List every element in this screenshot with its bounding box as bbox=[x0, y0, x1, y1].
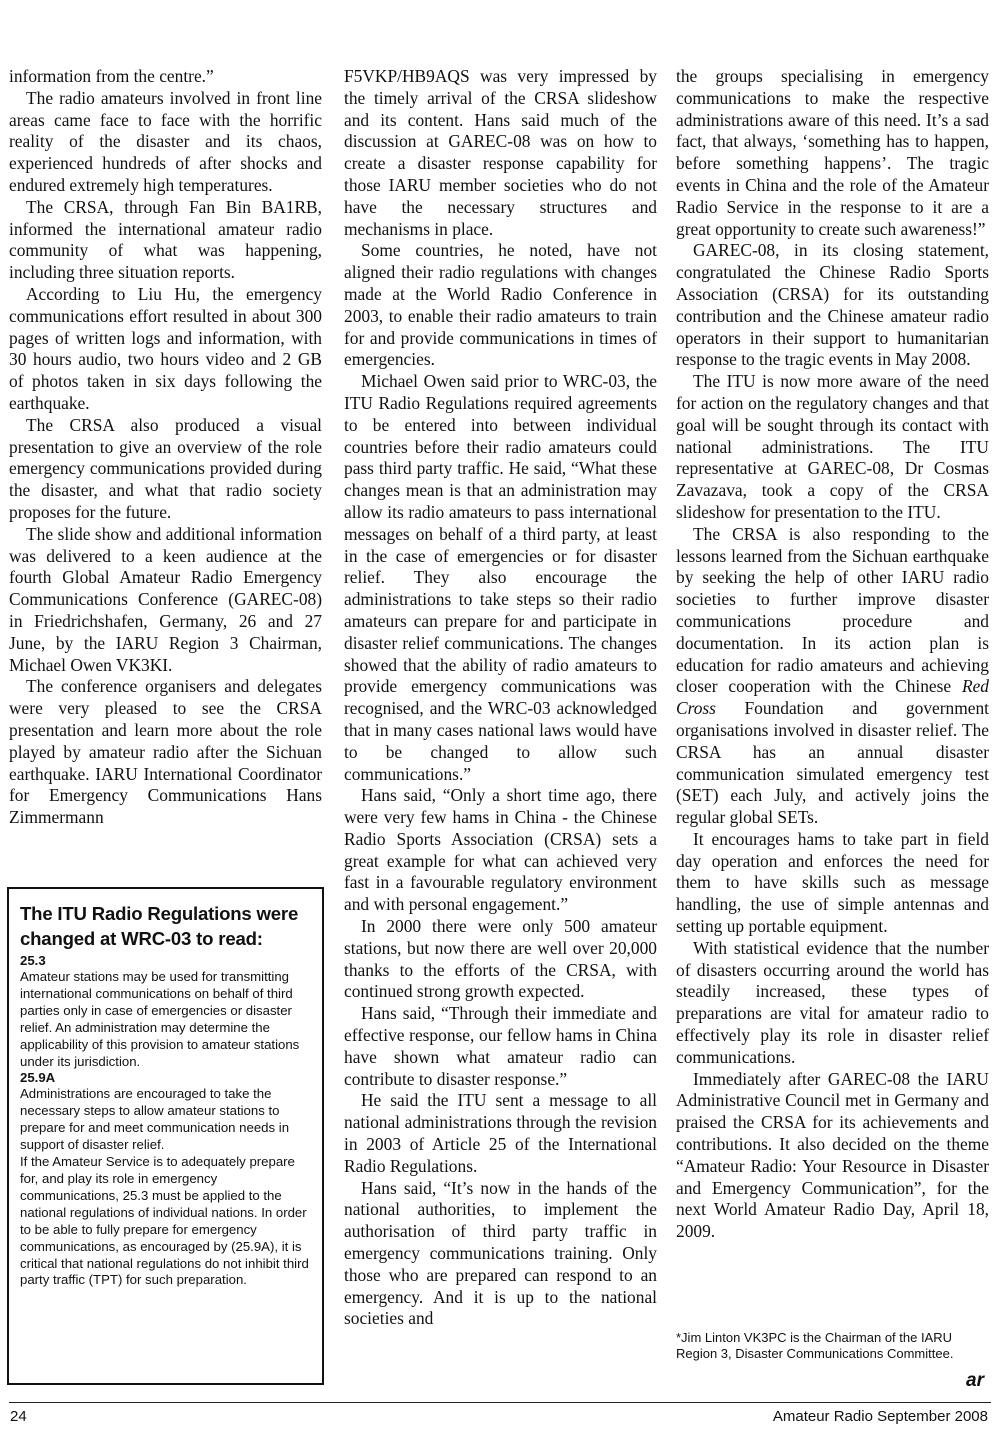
paragraph: The radio amateurs involved in front line areas came face to face with the horrific reality of the disaster and its chaos, experienced hundreds of after shocks and endured extremely high temperatures. bbox=[9, 87, 322, 195]
footer-divider bbox=[9, 1402, 991, 1403]
article-column-3 bbox=[676, 66, 989, 1243]
paragraph-text: Foundation and government organisations involved in disaster relief. The CRSA has an annual disaster communication simulated emergency test (SET) each July, and actively joins the regular global SETs. bbox=[676, 698, 989, 828]
paragraph: The slide show and additional information was delivered to a keen audience at the fourth Global Amateur Radio Emergency Communications Conference (GAREC-08) in Friedrichshafen, Germany, 26 and 27 June, by the IARU Region 3 Chairman, Michael Owen VK3KI. bbox=[9, 523, 322, 675]
paragraph: According to Liu Hu, the emergency communications effort resulted in about 300 pages of written logs and information, with 30 hours audio, two hours video and 2 GB of photos taken in six days following the earthquake. bbox=[9, 283, 322, 413]
paragraph bbox=[676, 524, 989, 829]
article-end-mark: ar bbox=[966, 1370, 984, 1391]
paragraph: Immediately after GAREC-08 the IARU Administrative Council met in Germany and praised the CRSA for its achievements and contributions. It also decided on the theme “Amateur Radio: Your Resource in Disaster and Emergency Communication”, for the next World Amateur Radio Day, April 18, 2009. bbox=[676, 1068, 989, 1242]
paragraph: Hans said, “Through their immediate and effective response, our fellow hams in China have shown what amateur radio can contribute to disaster response.” bbox=[344, 1003, 657, 1089]
publication-footer: Amateur Radio September 2008 bbox=[772, 1408, 988, 1425]
sidebar-commentary: If the Amateur Service is to adequately prepare for, and play its role in emergency communications, 25.3 must be applied to the national regulations of individual nations. In order to be able to fully prepare for emergency communications, as encouraged by (25.9A), it is critical that national regulations do not inhibit third party traffic (TPT) for such preparation. bbox=[20, 1154, 309, 1288]
page-number: 24 bbox=[10, 1408, 27, 1425]
paragraph: He said the ITU sent a message to all national administrations through the revision in 2003 of Article 25 of the International Radio Regulations. bbox=[344, 1090, 657, 1176]
paragraph-text: The CRSA is also responding to the lessons learned from the Sichuan earthquake by seeking the help of other IARU radio societies to further improve disaster communications procedure and documentation. In its action plan is education for radio amateurs and achieving closer cooperation with the Chinese bbox=[676, 523, 989, 697]
article-column-2 bbox=[344, 66, 657, 1330]
paragraph: The ITU is now more aware of the need for action on the regulatory changes and that goal will be sought through its contact with national administrations. The ITU representative at GAREC-08, Dr Cosmas Zavazava, took a copy of the CRSA slideshow for presentation to the ITU. bbox=[676, 371, 989, 522]
sidebar-title: The ITU Radio Regulations were changed at WRC-03 to read: bbox=[20, 903, 299, 949]
paragraph: It encourages hams to take part in field day operation and enforces the need for them to have skills such as message handling, the use of simple antennas and setting up portable equipment. bbox=[676, 828, 989, 937]
regulation-text: Amateur stations may be used for transmitting international communications on behalf of third parties only in case of emergencies or disaster relief. An administration may determine the applicability of this provision to amateur stations under its jurisdiction. bbox=[20, 969, 300, 1069]
paragraph: In 2000 there were only 500 amateur stations, but now there are well over 20,000 thanks to the efforts of the CRSA, with continued strong growth expected. bbox=[344, 916, 657, 1002]
paragraph: Hans said, “It’s now in the hands of the national authorities, to implement the authorisation of third party traffic in emergency communications training. Only those who are prepared can respond to an emergency. And it is up to the national societies and bbox=[344, 1177, 657, 1329]
red-cross-name: Red Cross bbox=[676, 676, 989, 719]
paragraph: GAREC-08, in its closing statement, congratulated the Chinese Radio Sports Association (CRSA) for its outstanding contribution and the Chinese amateur radio operators in their support to humanitarian response to the tragic events in May 2008. bbox=[676, 240, 989, 370]
itu-regulations-sidebar-box bbox=[7, 887, 324, 1385]
paragraph: the groups specialising in emergency communications to make the respective administrations aware of this need. It’s a sad fact, that always, ‘something has to happen, before something happens’. The tragic events in China and the role of the Amateur Radio Service in the response to it are a great opportunity to create such awareness!” bbox=[676, 66, 989, 239]
paragraph: F5VKP/HB9AQS was very impressed by the timely arrival of the CRSA slideshow and its content. Hans said much of the discussion at GAREC-08 was on how to create a disaster response capability for those IARU member societies who do not have the necessary structures and mechanisms in place. bbox=[344, 66, 657, 239]
paragraph: The CRSA also produced a visual presentation to give an overview of the role emergency communications provided during the disaster, and what that radio society proposes for the future. bbox=[9, 414, 322, 522]
paragraph: Michael Owen said prior to WRC-03, the ITU Radio Regulations required agreements to be entered into between individual countries before their radio amateurs could pass third party traffic. He said, “What these changes mean is that an administration may allow its radio amateurs to pass international messages on behalf of a third party, at least in the case of emergencies or for disaster relief. They also encourage the administrations to take steps so their radio amateurs can prepare for and participate in disaster relief communications. The changes showed that the ability of radio amateurs to provide emergency communications was recognised, and the WRC-03 acknowledged that in many cases national laws would have to be changed to allow such communications.” bbox=[344, 371, 657, 784]
author-footnote: *Jim Linton VK3PC is the Chairman of the IARU Region 3, Disaster Communications Committee. bbox=[676, 1330, 954, 1361]
paragraph: Some countries, he noted, have not aligned their radio regulations with changes made at the World Radio Conference in 2003, to enable their radio amateurs to train for and provide communications in times of emergencies. bbox=[344, 240, 657, 370]
regulation-number: 25.9A bbox=[20, 1070, 56, 1086]
paragraph: The CRSA, through Fan Bin BA1RB, informed the international amateur radio community of what was happening, including three situation reports. bbox=[9, 196, 322, 283]
regulation-text: Administrations are encouraged to take the necessary steps to allow amateur stations to prepare for and meet communication needs in support of disaster relief. bbox=[20, 1086, 290, 1153]
paragraph: The conference organisers and delegates were very pleased to see the CRSA presentation and learn more about the role played by amateur radio after the Sichuan earthquake. IARU International Coordinator for Emergency Communications Hans Zimmermann bbox=[9, 676, 322, 828]
regulation-number: 25.3 bbox=[20, 953, 46, 968]
paragraph: Hans said, “Only a short time ago, there were very few hams in China - the Chinese Radio Sports Association (CRSA) sets a great example for what can achieved very fast in a favourable regulatory environment and with personal engagement.” bbox=[344, 785, 657, 915]
paragraph: information from the centre.” bbox=[9, 66, 214, 86]
paragraph: With statistical evidence that the number of disasters occurring around the world has steadily increased, these types of preparations are vital for amateur radio to effectively play its role in disaster relief communications. bbox=[676, 937, 989, 1067]
article-column-1 bbox=[9, 66, 322, 829]
